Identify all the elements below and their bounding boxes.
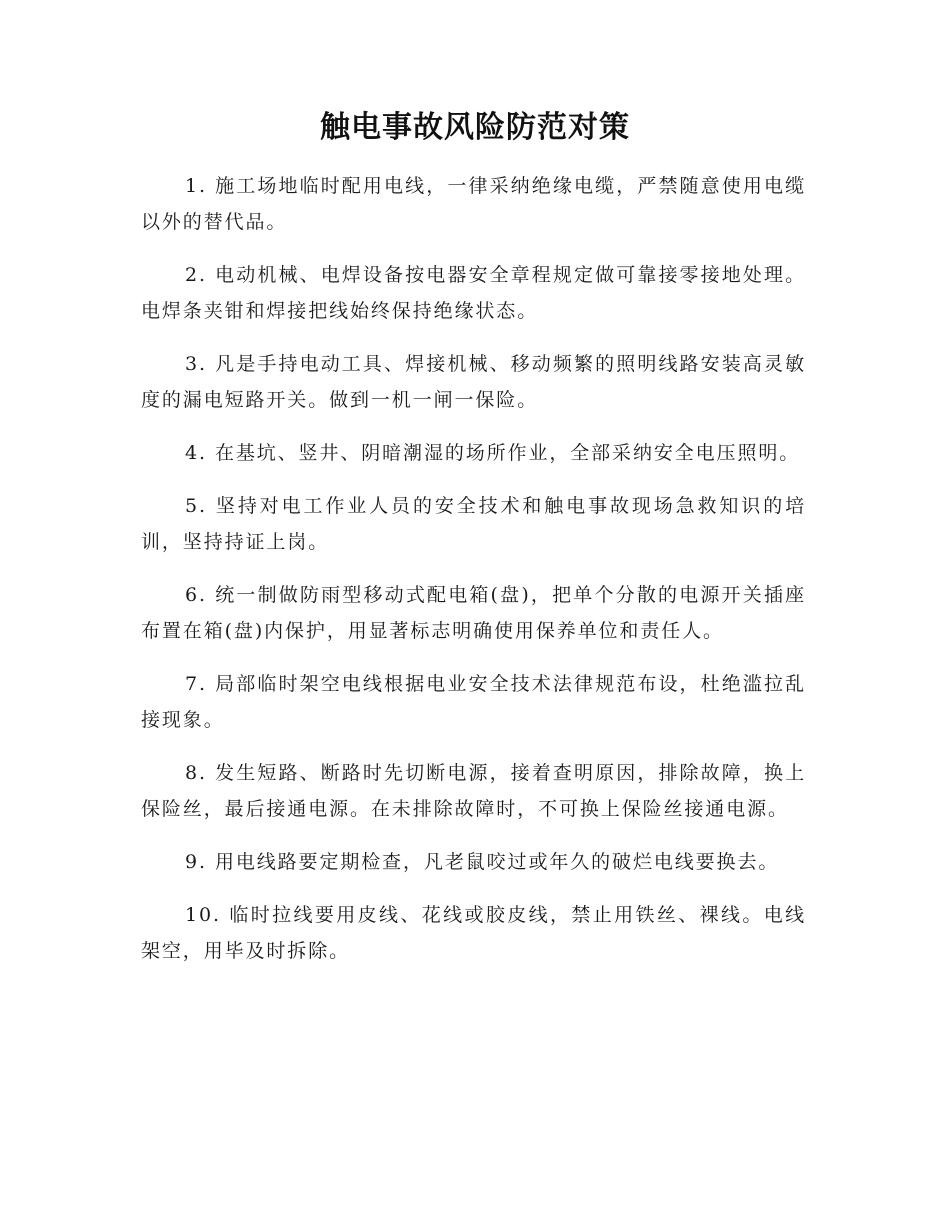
item-text: 用电线路要定期检查，凡老鼠咬过或年久的破烂电线要换去。 bbox=[214, 851, 780, 873]
list-item bbox=[141, 346, 806, 418]
list-item bbox=[141, 257, 806, 329]
item-text: 电动机械、电焊设备按电器安全章程规定做可靠接零接地处理。电焊条夹钳和焊接把线始终保持绝缘状态。 bbox=[141, 264, 806, 322]
list-item bbox=[141, 435, 806, 471]
item-number: 8. bbox=[185, 762, 207, 784]
list-item bbox=[141, 666, 806, 738]
item-text: 临时拉线要用皮线、花线或胶皮线，禁止用铁丝、裸线。电线架空，用毕及时拆除。 bbox=[141, 904, 806, 962]
item-text: 在基坑、竖井、阴暗潮湿的场所作业，全部采纳安全电压照明。 bbox=[214, 442, 801, 464]
document-title: 触电事故风险防范对策 bbox=[320, 110, 630, 145]
list-item bbox=[141, 577, 806, 649]
list-item bbox=[141, 168, 806, 240]
item-number: 2. bbox=[185, 264, 207, 286]
item-number: 1. bbox=[185, 175, 207, 197]
item-text: 施工场地临时配用电线，一律采纳绝缘电缆，严禁随意使用电缆以外的替代品。 bbox=[141, 175, 806, 233]
item-number: 5. bbox=[185, 495, 207, 517]
item-number: 6. bbox=[185, 584, 207, 606]
list-item bbox=[141, 755, 806, 827]
item-text: 局部临时架空电线根据电业安全技术法律规范布设，杜绝滥拉乱接现象。 bbox=[141, 673, 806, 731]
item-number: 3. bbox=[185, 353, 207, 375]
item-text: 坚持对电工作业人员的安全技术和触电事故现场急救知识的培训，坚持持证上岗。 bbox=[141, 495, 806, 553]
document-body bbox=[141, 168, 806, 986]
list-item bbox=[141, 844, 806, 880]
item-number: 10. bbox=[185, 904, 221, 926]
item-text: 统一制做防雨型移动式配电箱(盘)，把单个分散的电源开关插座布置在箱(盘)内保护，用显著标志明确使用保养单位和责任人。 bbox=[141, 584, 806, 642]
item-text: 凡是手持电动工具、焊接机械、移动频繁的照明线路安装高灵敏度的漏电短路开关。做到一机一闸一保险。 bbox=[141, 353, 806, 411]
list-item bbox=[141, 897, 806, 969]
list-item bbox=[141, 488, 806, 560]
item-number: 4. bbox=[185, 442, 207, 464]
item-number: 7. bbox=[185, 673, 207, 695]
item-text: 发生短路、断路时先切断电源，接着查明原因，排除故障，换上保险丝，最后接通电源。在未排除故障时，不可换上保险丝接通电源。 bbox=[141, 762, 806, 820]
item-number: 9. bbox=[185, 851, 207, 873]
